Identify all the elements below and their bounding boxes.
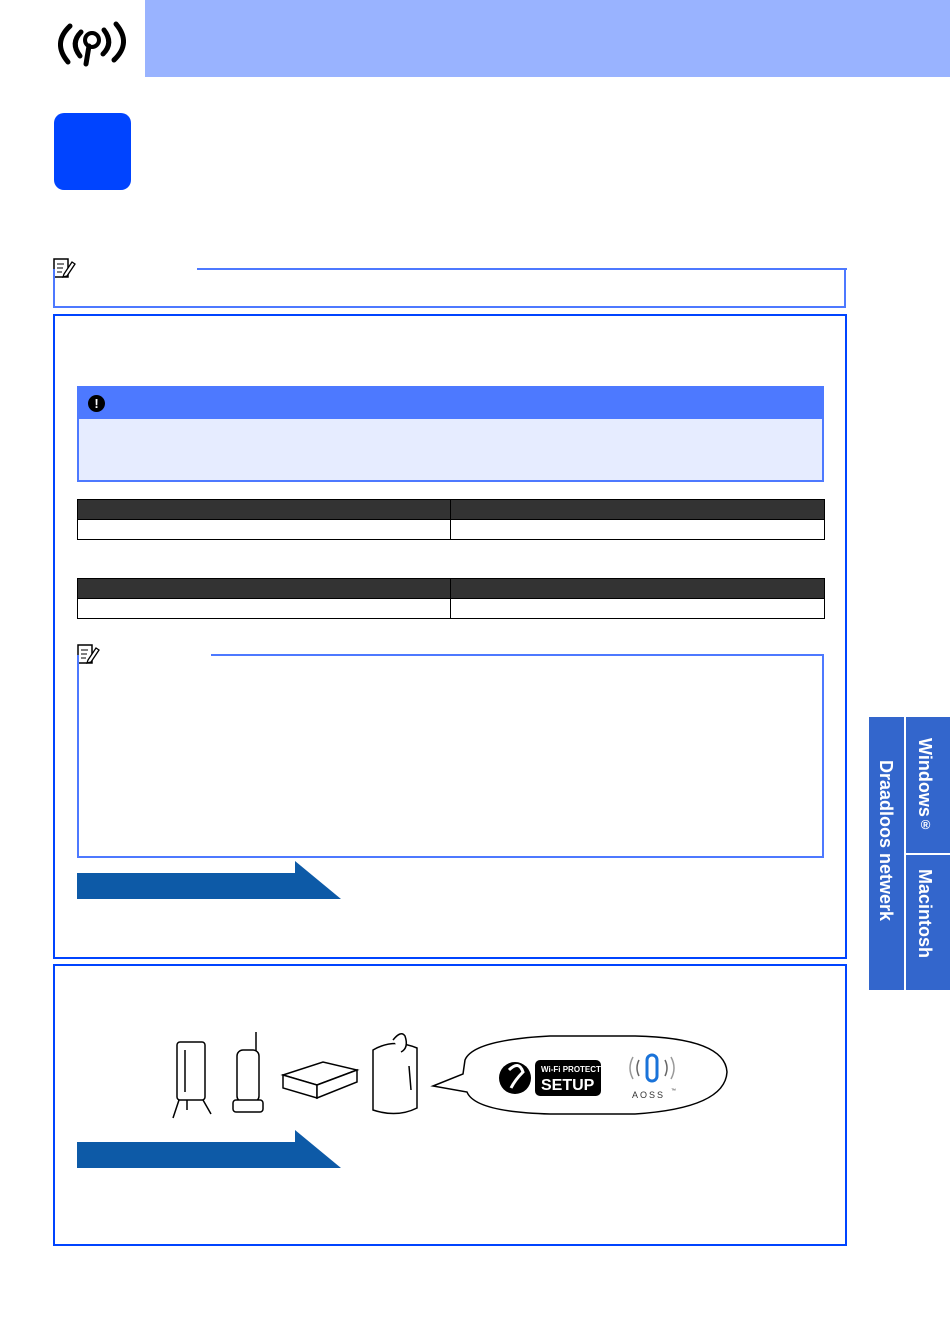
table-cell <box>451 520 825 540</box>
aoss-text: AOSS <box>632 1090 666 1100</box>
warning-header <box>77 386 824 419</box>
table-header-cell <box>451 579 825 599</box>
settings-table <box>77 499 825 540</box>
registered-mark: ® <box>918 816 933 832</box>
side-tab-divider <box>906 853 950 855</box>
table-header-cell <box>78 500 451 520</box>
wps-logo <box>499 1060 612 1096</box>
aoss-trademark: ™ <box>671 1088 676 1094</box>
flat-router-icon <box>283 1062 357 1098</box>
note-box <box>53 269 846 308</box>
header-bar <box>145 0 950 77</box>
table-header-cell <box>451 500 825 520</box>
table-cell <box>78 599 451 619</box>
arrow-right-icon <box>77 1130 341 1168</box>
settings-table <box>77 578 825 619</box>
exclamation-icon: ! <box>88 395 105 412</box>
tab-macintosh[interactable]: Macintosh <box>915 869 935 959</box>
antenna-router-icon <box>233 1032 263 1112</box>
wps-line1: Wi-Fi PROTECTED <box>541 1065 613 1074</box>
note-box <box>77 655 824 858</box>
table-header-cell <box>78 579 451 599</box>
step-number-badge <box>54 113 131 190</box>
tab-windows-label: Windows <box>915 738 935 817</box>
tab-windows[interactable] <box>914 738 935 832</box>
access-point-illustration <box>165 1030 730 1125</box>
table-cell <box>78 520 451 540</box>
wireless-icon <box>48 18 136 68</box>
table-cell <box>451 599 825 619</box>
tab-wireless-network[interactable]: Draadloos netwerk <box>876 760 896 922</box>
wps-line2: SETUP <box>541 1077 595 1094</box>
tower-router-icon <box>173 1042 211 1118</box>
arrow-right-icon <box>77 861 341 899</box>
access-point-icon <box>373 1034 417 1114</box>
